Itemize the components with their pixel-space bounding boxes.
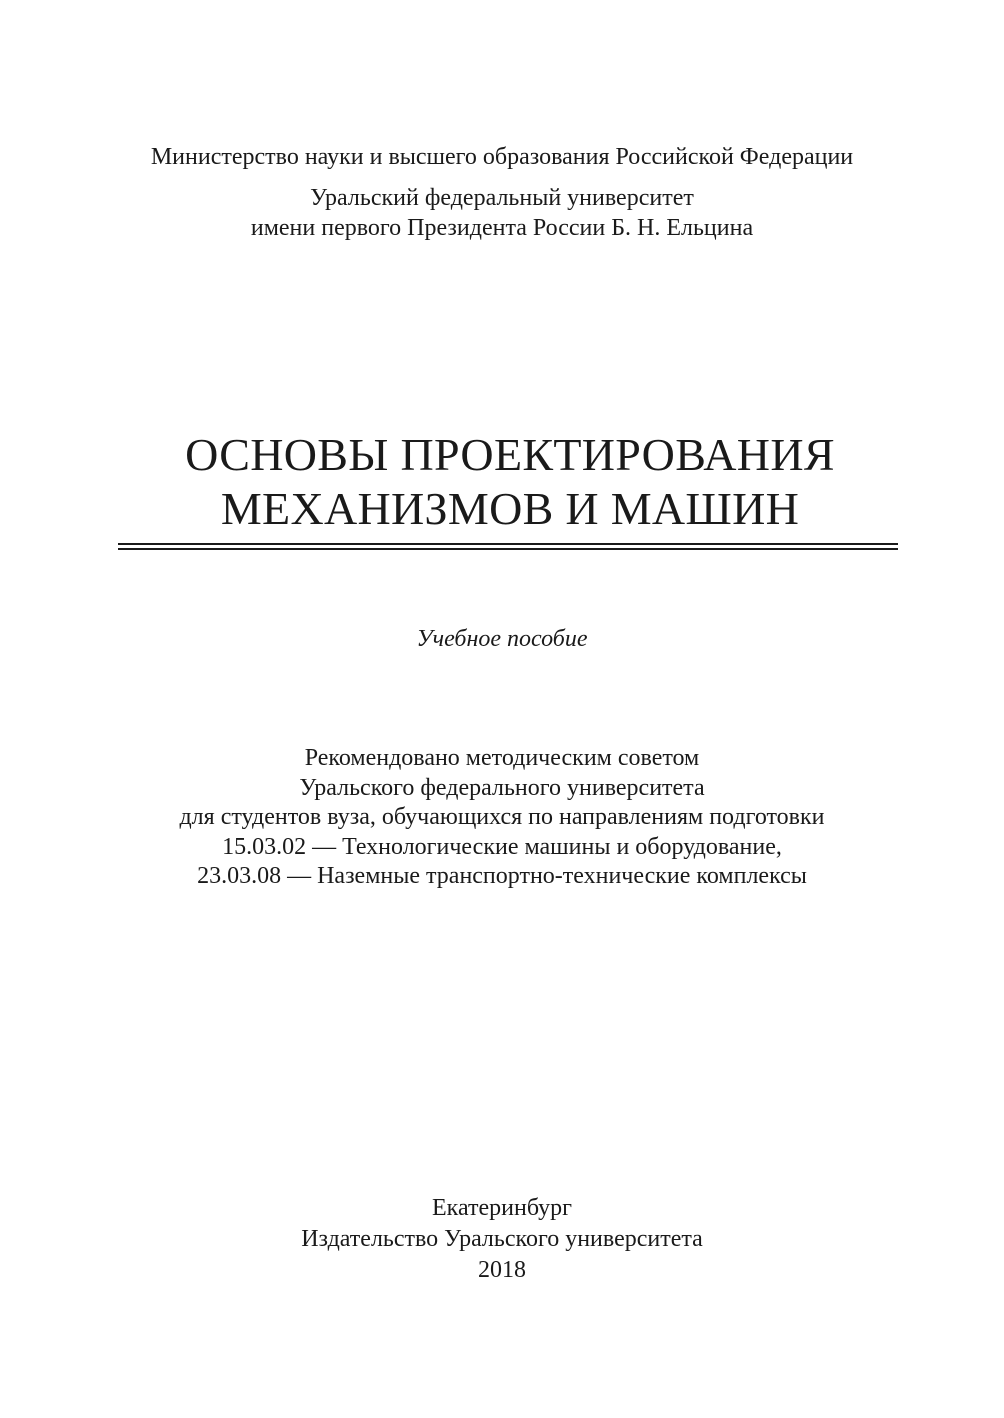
book-title [8, 428, 1004, 536]
recommendation-line: Рекомендовано методическим советом [304, 745, 700, 771]
recommendation-line: для студентов вуза, обучающихся по направлениям подготовки [179, 804, 825, 830]
recommendation-block [0, 744, 1004, 892]
university-name-line: Уральский федеральный университет [310, 185, 694, 211]
title-rule-top [118, 543, 898, 545]
university-block [0, 183, 1004, 243]
university-dedication-line: имени первого Президента России Б. Н. Ельцина [250, 215, 754, 241]
book-title-line-2: МЕХАНИЗМОВ И МАШИН [220, 483, 800, 534]
ministry-text: Министерство науки и высшего образования Российской Федерации [150, 144, 854, 170]
recommendation-line: 15.03.02 — Технологические машины и оборудование, [222, 833, 782, 860]
title-rule-bottom [118, 548, 898, 550]
imprint-year: 2018 [478, 1257, 526, 1283]
imprint-city: Екатеринбург [432, 1195, 572, 1221]
ministry-line [0, 142, 1004, 172]
recommendation-line: 23.03.08 — Наземные транспортно-технические комплексы [197, 863, 807, 889]
book-genre [0, 624, 1004, 654]
recommendation-line: Уральского федерального университета [299, 774, 705, 801]
book-title-line-1: ОСНОВЫ ПРОЕКТИРОВАНИЯ [185, 429, 835, 480]
book-genre-text: Учебное пособие [416, 626, 588, 652]
title-double-rule [118, 543, 898, 551]
imprint-block [0, 1193, 1004, 1286]
imprint-publisher: Издательство Уральского университета [301, 1226, 703, 1252]
